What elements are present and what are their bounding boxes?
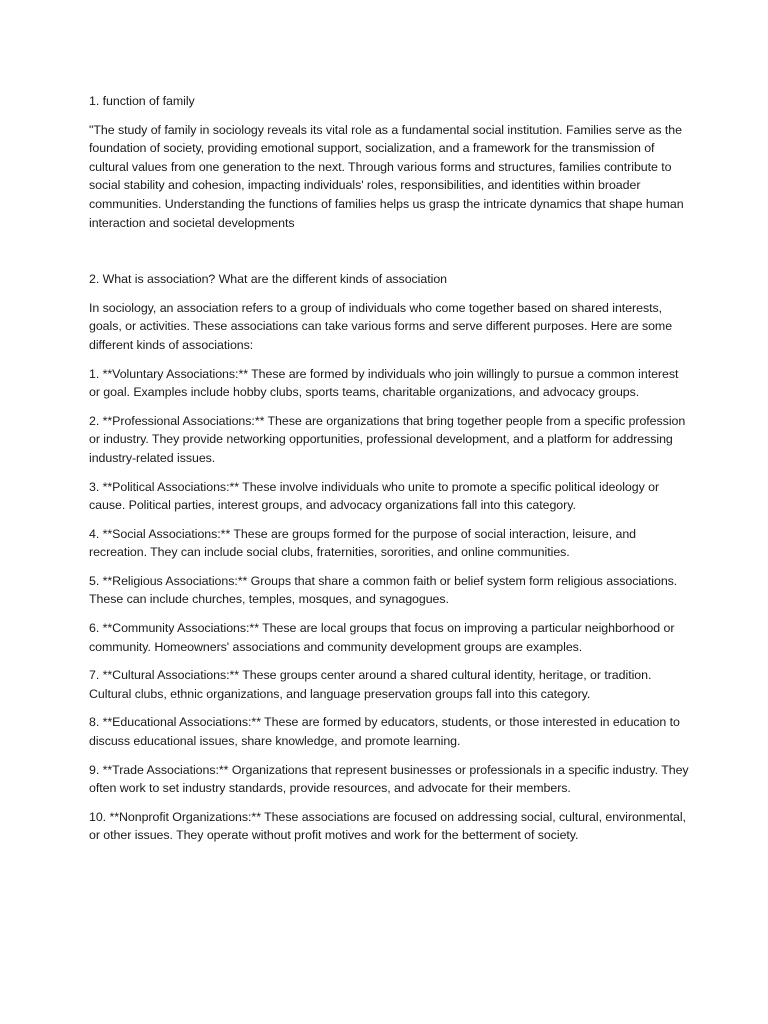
list-item-religious: 5. **Religious Associations:** Groups that share a common faith or belief system form religious associations. These can include churches, temples, mosques, and synagogues. xyxy=(89,573,678,607)
list-item-educational: 8. **Educational Associations:** These are formed by educators, students, or those interested in education to discuss educational issues, share knowledge, and promote learning. xyxy=(89,715,680,749)
list-item-political: 3. **Political Associations:** These involve individuals who unite to promote a specific political ideology or cause. Political parties, interest groups, and advocacy organizations fall into this category. xyxy=(89,479,660,513)
section-2-heading: 2. What is association? What are the different kinds of association xyxy=(89,272,448,287)
list-item-community: 6. **Community Associations:** These are local groups that focus on improving a particular neighborhood or community. Homeowners' associations and community development groups are examples. xyxy=(89,621,675,654)
list-item-social: 4. **Social Associations:** These are groups formed for the purpose of social interaction, leisure, and recreation. They can include social clubs, fraternities, sororities, and online communities. xyxy=(89,526,637,560)
section-1-body: "The study of family in sociology reveals its vital role as a fundamental social institution. Families serve as the foundation of society, providing emotional support, socialization, and a framework for the transmission of cultural values from one generation to the next. Through various forms and structures, families contribute to social stability and cohesion, impacting individuals' roles, responsibilities, and identities within broader communities. Understanding the functions of families helps us grasp the intricate dynamics that shape human interaction and societal developments xyxy=(89,122,684,230)
list-item-voluntary: 1. **Voluntary Associations:** These are formed by individuals who join willingly to pursue a common interest or goal. Examples include hobby clubs, sports teams, charitable organizations, and advocacy groups. xyxy=(89,366,679,400)
section-2-intro: In sociology, an association refers to a group of individuals who come together based on shared interests, goals, or activities. These associations can take various forms and serve different purposes. Here are some different kinds of associations: xyxy=(89,300,673,352)
list-item-professional: 2. **Professional Associations:** These are organizations that bring together people from a specific profession or industry. They provide networking opportunities, professional development, and a platform for addressing industry-related issues. xyxy=(89,413,686,465)
document-page xyxy=(89,92,689,855)
section-1-heading: 1. function of family xyxy=(89,94,195,108)
section-spacer xyxy=(89,242,689,270)
list-item-nonprofit: 10. **Nonprofit Organizations:** These associations are focused on addressing social, cultural, environmental, or other issues. They operate without profit motives and work for the betterment of society. xyxy=(89,809,686,843)
list-item-trade: 9. **Trade Associations:** Organizations that represent businesses or professionals in a specific industry. They often work to set industry standards, provide resources, and advocate for their members. xyxy=(89,762,689,796)
list-item-cultural: 7. **Cultural Associations:** These groups center around a shared cultural identity, heritage, or tradition. Cultural clubs, ethnic organizations, and language preservation groups fall into this category. xyxy=(89,668,652,701)
